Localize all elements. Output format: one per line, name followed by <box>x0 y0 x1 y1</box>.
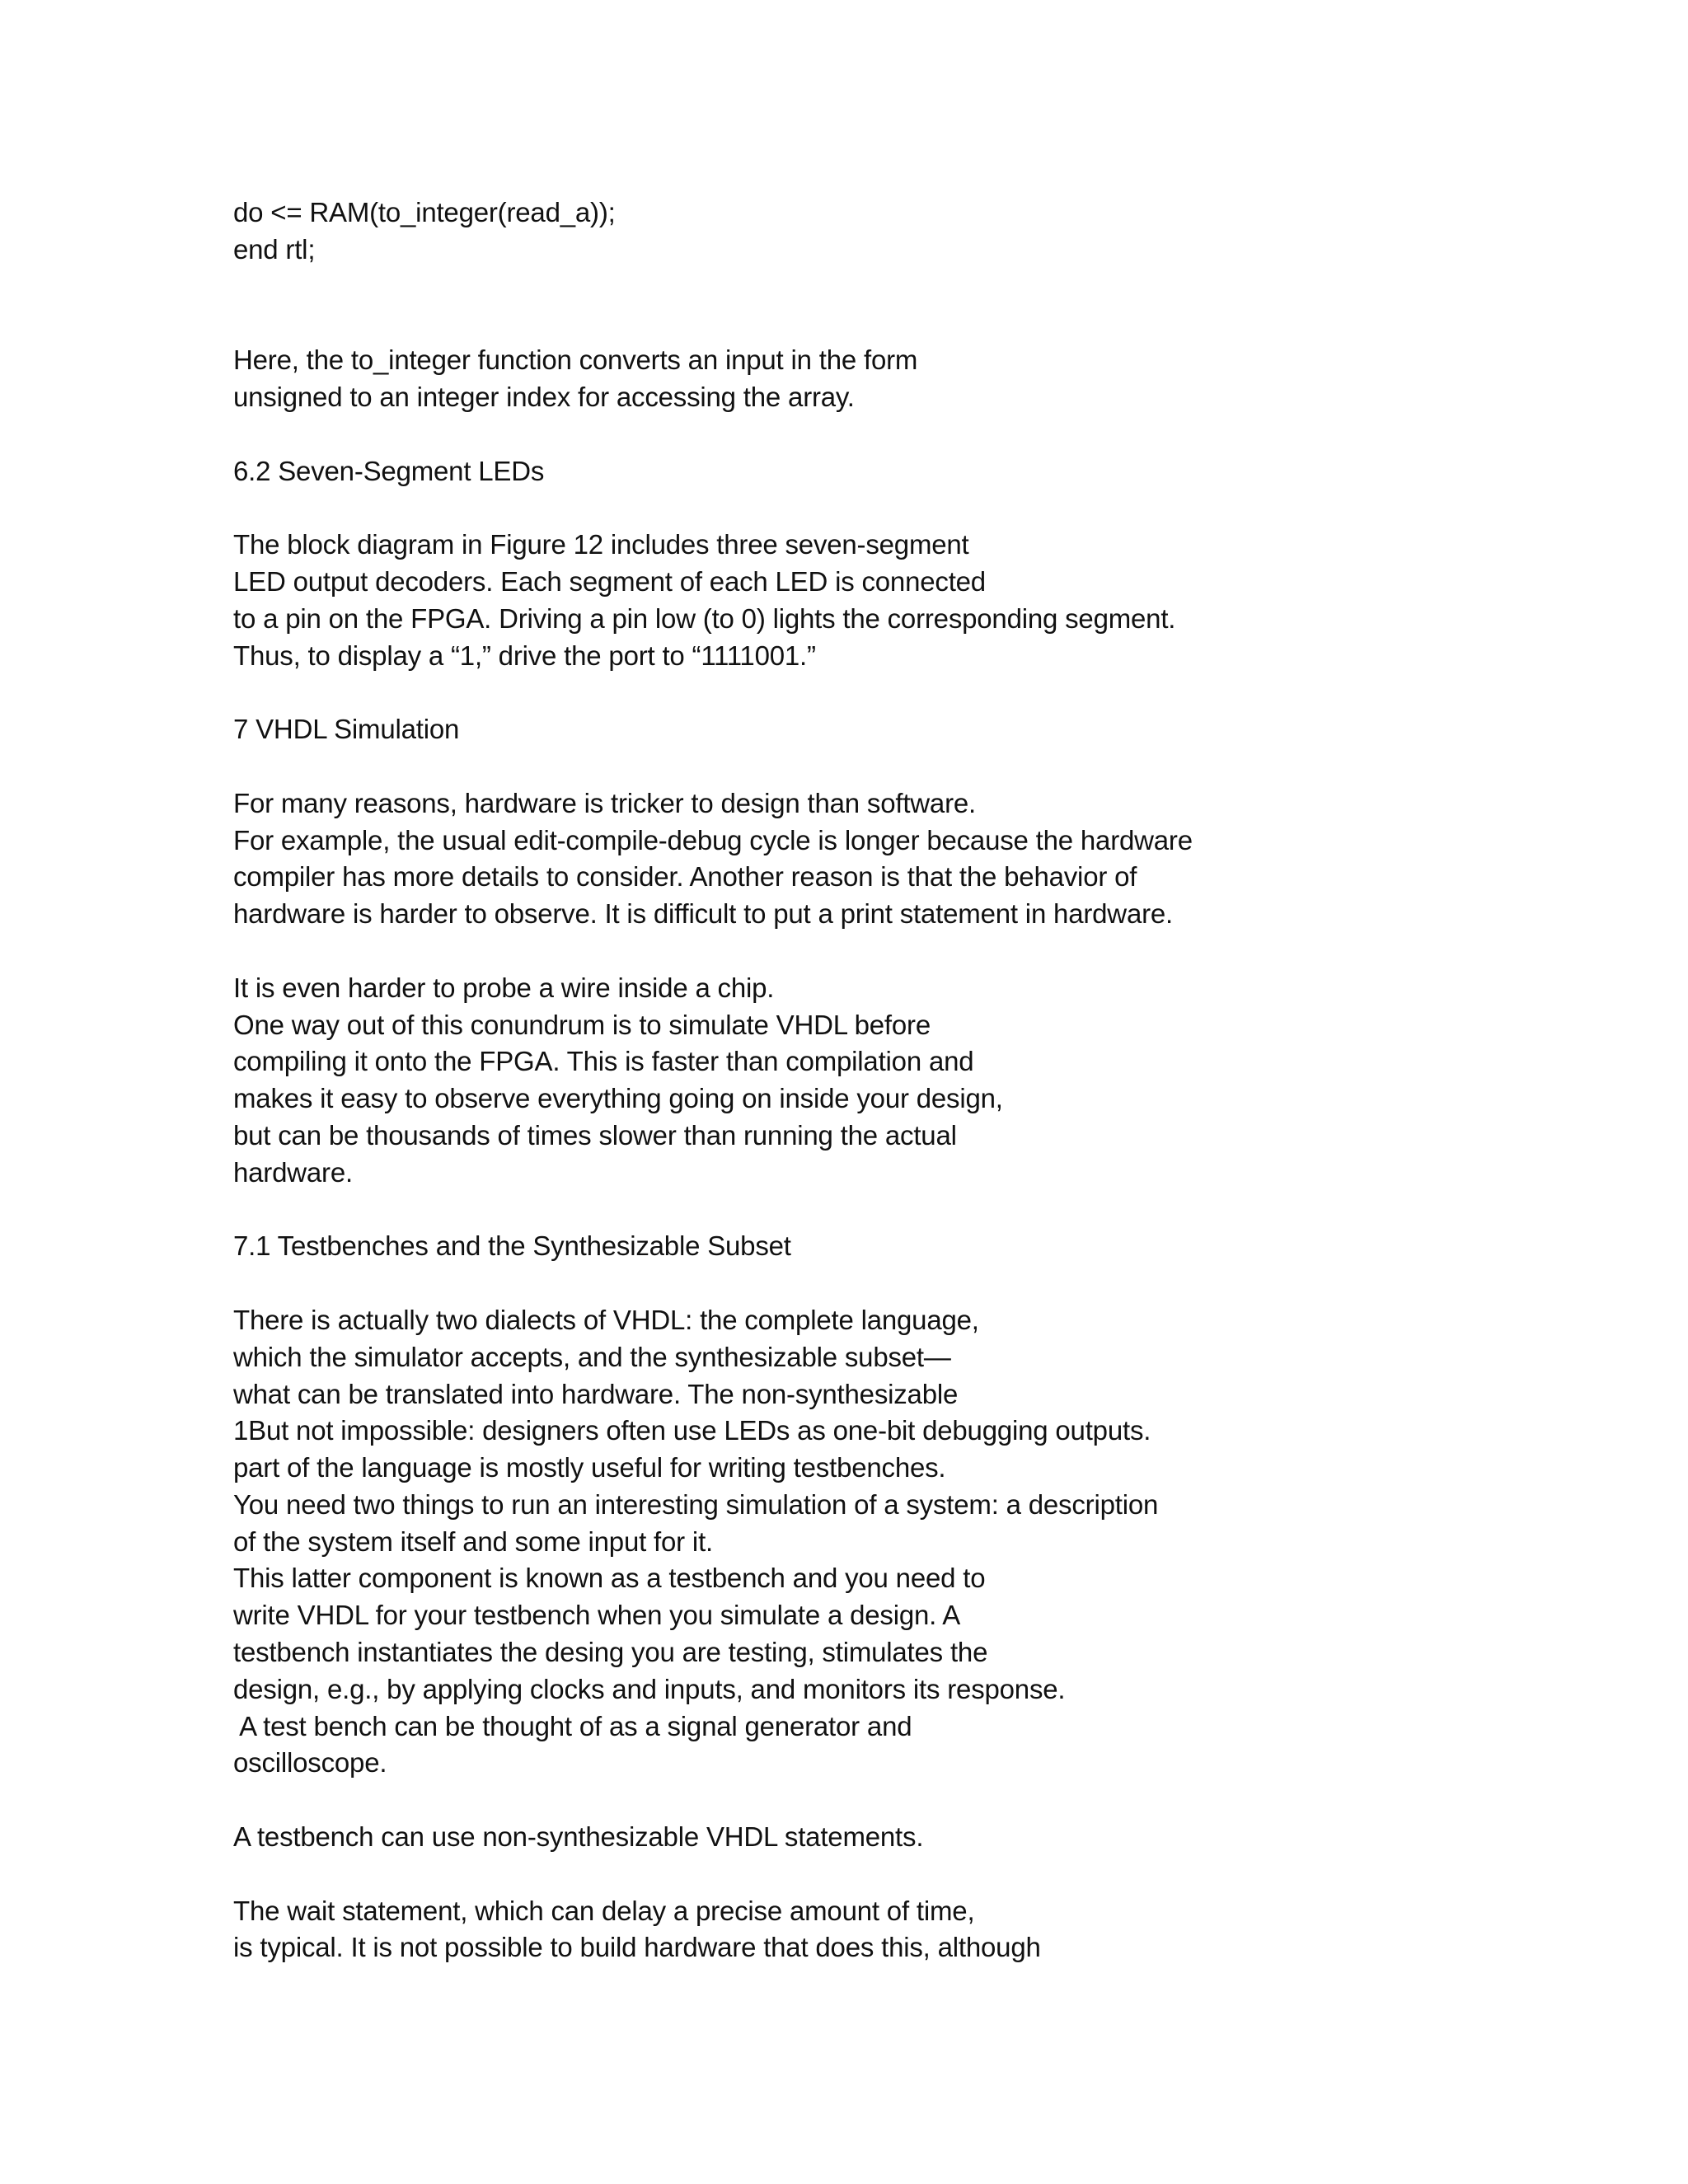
text-line: For many reasons, hardware is tricker to design than software. <box>233 787 976 818</box>
text-line: what can be translated into hardware. The non-synthesizable <box>233 1378 959 1409</box>
code-line: do <= RAM(to_integer(read_a)); <box>233 197 616 227</box>
text-line: design, e.g., by applying clocks and inputs, and monitors its response. <box>233 1673 1066 1704</box>
text-line: but can be thousands of times slower than running the actual <box>233 1119 957 1151</box>
text-line: compiler has more details to consider. Another reason is that the behavior of <box>233 861 1137 893</box>
text-line: compiling it onto the FPGA. This is faster than compilation and <box>233 1046 974 1077</box>
text-line: You need two things to run an interesting simulation of a system: a description <box>233 1488 1159 1520</box>
text-line: testbench instantiates the desing you are testing, stimulates the <box>233 1637 988 1668</box>
text-line: hardware is harder to observe. It is difficult to put a print statement in hardware. <box>233 898 1174 930</box>
text-line: It is even harder to probe a wire inside a chip. <box>233 972 775 1003</box>
code-block <box>233 194 1634 269</box>
text-line: LED output decoders. Each segment of each LED is connected <box>233 565 986 597</box>
paragraph <box>233 527 1634 674</box>
text-line: hardware. <box>233 1156 353 1188</box>
text-line: There is actually two dialects of VHDL: the complete language, <box>233 1304 979 1335</box>
paragraph <box>233 785 1634 933</box>
text-line: A test bench can be thought of as a signal generator and <box>233 1710 912 1741</box>
text-line: which the simulator accepts, and the synthesizable subset— <box>233 1341 951 1372</box>
text-line: of the system itself and some input for it. <box>233 1526 714 1557</box>
text-line: part of the language is mostly useful for writing testbenches. <box>233 1452 946 1483</box>
paragraph <box>233 970 1634 1192</box>
text-line: oscilloscope. <box>233 1747 387 1779</box>
footnote-line: 1But not impossible: designers often use LEDs as one-bit debugging outputs. <box>233 1415 1151 1446</box>
text-line: A testbench can use non-synthesizable VHDL statements. <box>233 1821 924 1853</box>
paragraph <box>233 342 1634 416</box>
text-line: Here, the to_integer function converts an input in the form <box>233 344 918 376</box>
text-line: For example, the usual edit-compile-debug cycle is longer because the hardware <box>233 824 1193 855</box>
text-line: This latter component is known as a testbench and you need to <box>233 1563 986 1594</box>
text-line: The block diagram in Figure 12 includes three seven-segment <box>233 529 969 560</box>
section-heading: 7 VHDL Simulation <box>233 714 460 745</box>
text-line: write VHDL for your testbench when you simulate a design. A <box>233 1600 961 1631</box>
text-line: The wait statement, which can delay a precise amount of time, <box>233 1895 975 1926</box>
text-line: Thus, to display a “1,” drive the port to “1111001.” <box>233 640 816 671</box>
text-line: to a pin on the FPGA. Driving a pin low (to 0) lights the corresponding segment. <box>233 602 1176 634</box>
paragraph <box>233 1302 1634 1782</box>
text-line: unsigned to an integer index for accessing the array. <box>233 381 855 412</box>
text-line: is typical. It is not possible to build hardware that does this, although <box>233 1932 1041 1963</box>
section-heading: 7.1 Testbenches and the Synthesizable Subset <box>233 1230 791 1262</box>
code-line: end rtl; <box>233 233 316 265</box>
text-line: One way out of this conundrum is to simulate VHDL before <box>233 1009 931 1040</box>
paragraph <box>233 1893 1634 1967</box>
text-line: makes it easy to observe everything going on inside your design, <box>233 1083 1003 1114</box>
document-page <box>233 194 1634 1966</box>
section-heading: 6.2 Seven-Segment LEDs <box>233 455 545 486</box>
